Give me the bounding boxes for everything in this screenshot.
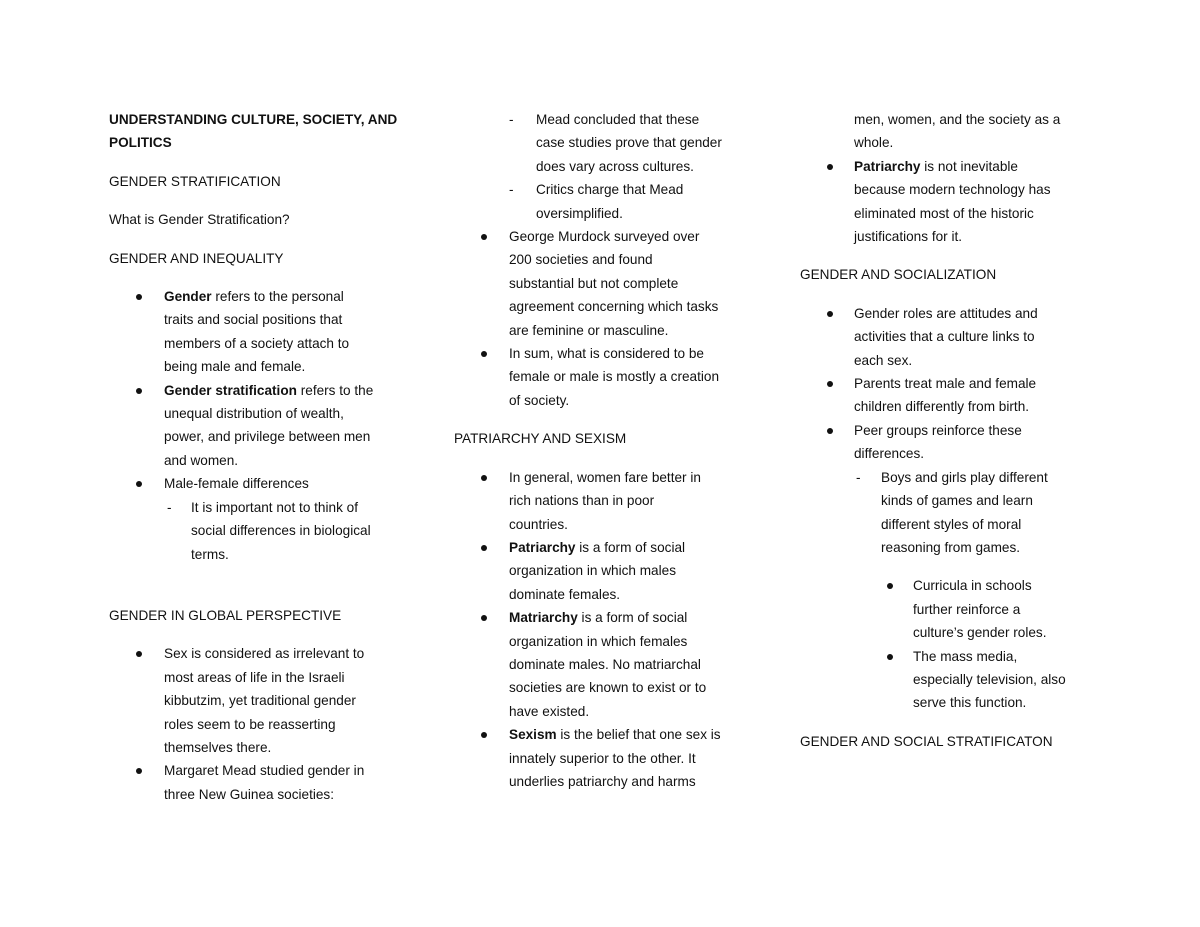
bullet-dot <box>481 545 487 551</box>
term-gender: Gender <box>164 289 212 305</box>
dash-mark: - <box>167 499 172 515</box>
text-line: of society. <box>509 392 570 408</box>
bullet-item-gender-stratification <box>109 379 419 473</box>
term-gender-stratification: Gender stratification <box>164 382 297 398</box>
column-1 <box>109 108 419 806</box>
dash-item-important <box>109 496 419 566</box>
text-line: men, women, and the society as a <box>854 112 1061 127</box>
text-line: Parents treat male and female <box>854 376 1037 392</box>
text-line: social differences in biological <box>191 523 371 539</box>
text-line: most areas of life in the Israeli <box>164 669 345 685</box>
bullet-item-parents <box>800 372 1100 419</box>
bullet-dot <box>827 428 833 434</box>
document-title-line-1: UNDERSTANDING CULTURE, SOCIETY, AND <box>109 112 398 127</box>
column-3 <box>800 108 1100 753</box>
text-line: terms. <box>191 546 229 562</box>
text-line: are feminine or masculine. <box>509 322 669 338</box>
text-line: refers to the personal <box>211 289 344 305</box>
text-line: is a form of social <box>577 610 688 626</box>
text-line: case studies prove that gender <box>536 135 722 151</box>
text-line: dominate males. No matriarchal <box>509 656 701 672</box>
text-line: and women. <box>164 452 239 468</box>
text-line: Gender roles are attitudes and <box>854 305 1038 321</box>
text-line: Peer groups reinforce these <box>854 422 1022 438</box>
bullet-item-sexism <box>454 723 764 793</box>
bullet-dot <box>481 475 487 481</box>
text-line: themselves there. <box>164 739 272 755</box>
text-line: agreement concerning which tasks <box>509 299 719 315</box>
text-line: further reinforce a <box>913 601 1021 617</box>
bullet-dot <box>827 164 833 170</box>
bullet-item-margaret-mead <box>109 759 419 806</box>
text-line: Sex is considered as irrelevant to <box>164 646 365 662</box>
text-line: three New Guinea societies: <box>164 786 335 802</box>
text-line: especially television, also <box>913 671 1066 687</box>
text-line: Curricula in schools <box>913 578 1032 594</box>
term-patriarchy: Patriarchy <box>854 158 921 174</box>
text-line: oversimplified. <box>536 205 623 221</box>
text-line: In sum, what is considered to be <box>509 346 704 362</box>
column-2 <box>454 108 764 793</box>
document-title-line-2: POLITICS <box>109 135 172 151</box>
text-line: societies are known to exist or to <box>509 680 707 696</box>
text-line: female or male is mostly a creation <box>509 369 720 385</box>
text-line: rich nations than in poor <box>509 493 655 509</box>
term-matriarchy: Matriarchy <box>509 610 578 626</box>
bullet-item-mass-media <box>800 645 1100 715</box>
text-line: kinds of games and learn <box>881 493 1033 509</box>
heading-global-perspective: GENDER IN GLOBAL PERSPECTIVE <box>109 607 342 623</box>
text-line: whole. <box>854 135 894 151</box>
continued-text <box>800 108 1100 155</box>
bullet-item-patriarchy <box>454 536 764 606</box>
text-line: underlies patriarchy and harms <box>509 773 696 789</box>
bullet-dot <box>827 311 833 317</box>
bullet-item-kibbutzim <box>109 642 419 759</box>
bullet-dot <box>481 732 487 738</box>
text-line: refers to the <box>296 382 374 398</box>
text-line: Margaret Mead studied gender in <box>164 763 365 779</box>
text-line: kibbutzim, yet traditional gender <box>164 693 356 709</box>
text-line: countries. <box>509 516 568 532</box>
text-line: is not inevitable <box>920 158 1018 174</box>
dash-mark: - <box>509 112 514 127</box>
question-text: What is Gender Stratification? <box>109 212 290 228</box>
text-line: children differently from birth. <box>854 399 1030 415</box>
text-line: activities that a culture links to <box>854 329 1035 345</box>
text-line: substantial but not complete <box>509 275 679 291</box>
bullet-dot <box>136 481 142 487</box>
bullet-item-gender-roles <box>800 302 1100 372</box>
text-line: is the belief that one sex is <box>556 727 721 743</box>
text-line: does vary across cultures. <box>536 158 694 174</box>
text-line: Boys and girls play different <box>881 469 1048 485</box>
text-line: different styles of moral <box>881 516 1022 532</box>
text-line: It is important not to think of <box>191 499 358 515</box>
text-line: because modern technology has <box>854 182 1051 198</box>
text-line: unequal distribution of wealth, <box>164 406 344 422</box>
text-line: In general, women fare better in <box>509 469 701 485</box>
text-line: members of a society attach to <box>164 335 350 351</box>
bullet-dot <box>481 351 487 357</box>
dash-item-critics <box>454 178 764 225</box>
bullet-dot <box>481 615 487 621</box>
text-line: differences. <box>854 446 925 462</box>
dash-mark: - <box>856 469 861 485</box>
text-line: Critics charge that Mead <box>536 182 684 198</box>
bullet-dot <box>136 388 142 394</box>
bullet-item-in-general <box>454 466 764 536</box>
term-sexism: Sexism <box>509 727 557 743</box>
text-line: Mead concluded that these <box>536 112 700 127</box>
text-line: The mass media, <box>913 648 1018 664</box>
text-line: reasoning from games. <box>881 539 1021 555</box>
bullet-dot <box>827 381 833 387</box>
text-line: organization in which males <box>509 563 676 579</box>
term-patriarchy: Patriarchy <box>509 539 576 555</box>
dash-item-boys-and-girls <box>800 466 1100 560</box>
text-line: serve this function. <box>913 695 1027 711</box>
bullet-dot <box>136 294 142 300</box>
text-line: power, and privilege between men <box>164 429 371 445</box>
bullet-dot <box>136 651 142 657</box>
heading-patriarchy-and-sexism: PATRIARCHY AND SEXISM <box>454 431 627 447</box>
bullet-item-curricula <box>800 574 1100 644</box>
heading-gender-and-social-stratification: GENDER AND SOCIAL STRATIFICATON <box>800 733 1053 749</box>
bullet-dot <box>887 583 893 589</box>
bullet-item-gender <box>109 285 419 379</box>
dash-item-mead-concluded <box>454 108 764 178</box>
bullet-item-patriarchy-not-inevitable <box>800 155 1100 249</box>
text-line: Male-female differences <box>164 476 309 492</box>
text-line: culture’s gender roles. <box>913 625 1047 641</box>
dash-mark: - <box>509 182 514 198</box>
heading-gender-and-socialization: GENDER AND SOCIALIZATION <box>800 267 997 283</box>
text-line: George Murdock surveyed over <box>509 229 700 245</box>
text-line: innately superior to the other. It <box>509 750 696 766</box>
bullet-item-male-female <box>109 472 419 495</box>
bullet-dot <box>887 654 893 660</box>
text-line: 200 societies and found <box>509 252 653 268</box>
bullet-item-matriarchy <box>454 606 764 723</box>
bullet-item-murdock <box>454 225 764 342</box>
bullet-item-peer-groups <box>800 419 1100 466</box>
text-line: eliminated most of the historic <box>854 205 1034 221</box>
text-line: justifications for it. <box>854 229 963 245</box>
heading-gender-and-inequality: GENDER AND INEQUALITY <box>109 250 284 266</box>
text-line: dominate females. <box>509 586 621 602</box>
bullet-dot <box>136 768 142 774</box>
text-line: is a form of social <box>575 539 686 555</box>
text-line: organization in which females <box>509 633 688 649</box>
text-line: being male and female. <box>164 359 306 375</box>
text-line: traits and social positions that <box>164 312 343 328</box>
bullet-dot <box>481 234 487 240</box>
text-line: have existed. <box>509 703 590 719</box>
bullet-item-in-sum <box>454 342 764 412</box>
text-line: roles seem to be reasserting <box>164 716 336 732</box>
heading-gender-stratification: GENDER STRATIFICATION <box>109 173 281 189</box>
text-line: each sex. <box>854 352 913 368</box>
